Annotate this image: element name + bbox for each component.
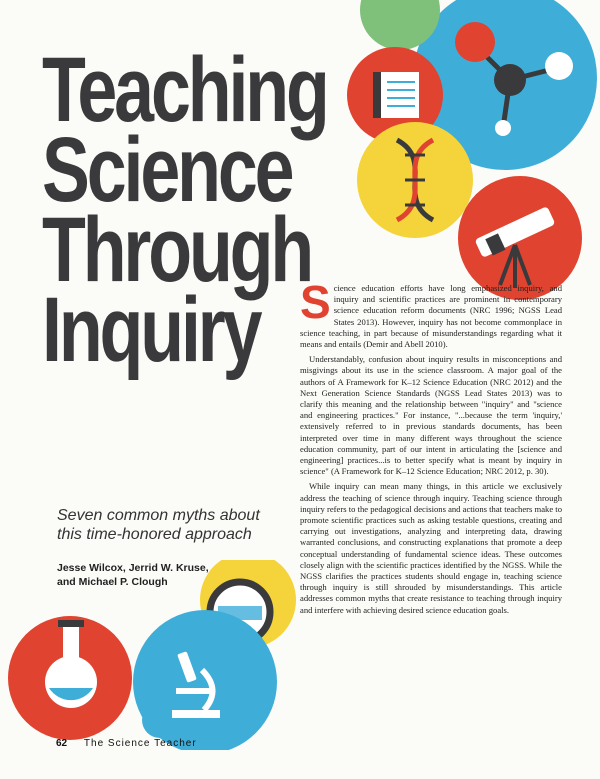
page-footer (56, 738, 197, 749)
atom-dark (494, 64, 526, 96)
atom-red (455, 22, 495, 62)
authors-line-1: Jesse Wilcox, Jerrid W. Kruse, (57, 562, 209, 574)
microscope-illustration (133, 610, 277, 750)
title-line-4: Inquiry (42, 279, 260, 381)
drop-cap: S (300, 276, 331, 328)
flask-illustration (8, 616, 132, 740)
body-paragraph-2: Understandably, confusion about inquiry results in misconceptions and misgivings about its use in the science classroom. A major goal of the authors of A Framework for K–12 Science Education (NRC 2012) and the Next Generation Science Standards (NGSS Lead States 2013) was to clarify this meaning and the relationship between "inquiry" and "science and engineering practices." For instance, "...because the term 'inquiry,' extensively referred to in previous standards documents, has been interpreted over time in many different ways throughout the science education community, part of our intent in articulating the [science and engineering] practices...is to better specify what is meant by inquiry in science" (A Framework for K–12 Science Education; NRC 2012, p. 30). (300, 354, 562, 477)
title-line-3: Through (42, 199, 312, 301)
telescope-illustration (458, 176, 582, 300)
page-number: 62 (56, 738, 68, 749)
illustration-top-right (335, 0, 600, 305)
article-subtitle (57, 506, 297, 544)
article-body (300, 276, 562, 620)
atom-white-small (495, 120, 511, 136)
magazine-name: The Science Teacher (83, 738, 197, 749)
atom-white (545, 52, 573, 80)
article-authors (57, 561, 277, 589)
subtitle-line-2: this time-honored approach (57, 526, 252, 543)
title-line-2: Science (42, 119, 292, 221)
article-title (42, 39, 327, 381)
body-paragraph-1 (300, 276, 562, 350)
authors-line-2: and Michael P. Clough (57, 576, 168, 588)
subtitle-line-1: Seven common myths about (57, 507, 260, 524)
body-paragraph-1-text: cience education efforts have long emphasized inquiry, and inquiry and scientific practices are prominent in contemporary science education reform documents (NRC 1996; NGSS Lead States 2013). However, inquiry has not become commonplace in science teaching, in part because of misunderstandings regarding what it means and entails (Demir and Abell 2010). (300, 283, 562, 350)
title-line-1: Teaching (42, 39, 327, 141)
body-paragraph-3: While inquiry can mean many things, in this article we exclusively address the teaching of science through inquiry. Teaching science through inquiry refers to the pedagogical decisions and actions that teachers make to promote scientific practices such as asking testable questions, creating and carrying out investigations, analyzing and interpreting data, drawing warranted conclusions, and constructing explanations that promote a deep conceptual understanding of fundamental science ideas. These outcomes closely align with the scientific practices identified by the NGSS. While the NGSS clarifies the practices students should engage in, teaching science through inquiry is still shrouded by misunderstandings. This article addresses common myths that create resistance to teaching through inquiry and interfere with achieving desired science education goals. (300, 481, 562, 615)
dna-illustration (357, 122, 473, 238)
